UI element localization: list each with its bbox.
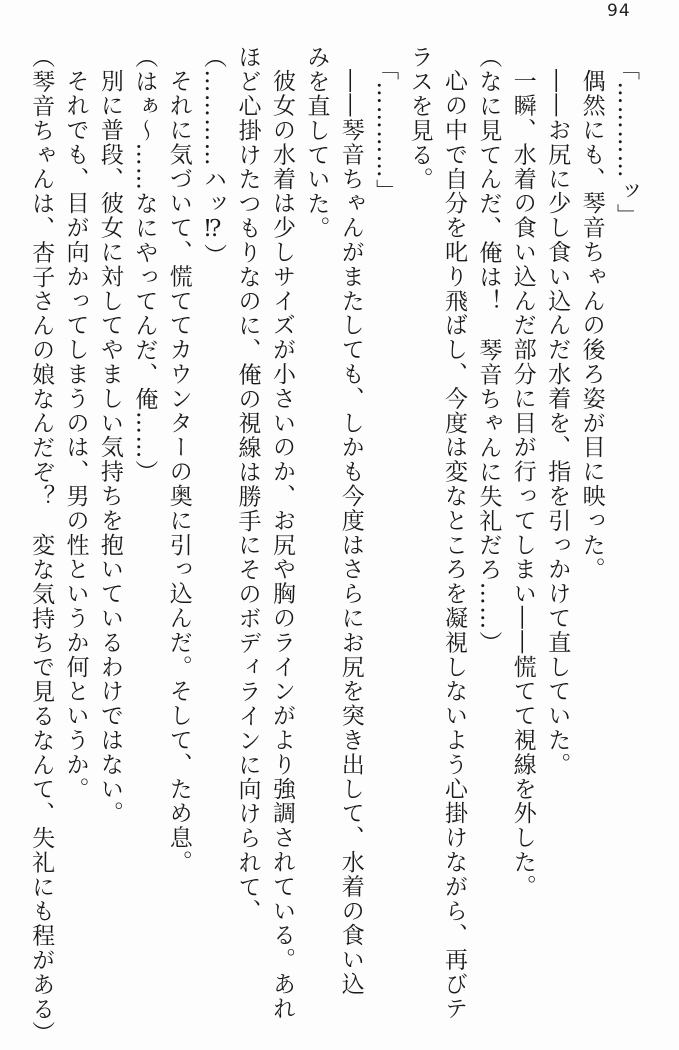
text-line: それでも、目が向かってしまうのは、男の性というか何というか。: [62, 69, 89, 801]
text-line: 偶然にも、琴音ちゃんの後ろ姿が目に映った。: [578, 69, 605, 582]
text-line: ――琴音ちゃんがまたしても、しかも今度はさらにお尻を突き出して、水着の食い込: [337, 69, 364, 997]
text-line: （なに見てんだ、俺は！ 琴音ちゃんに失礼だろ……）: [475, 45, 502, 655]
text-line: 心の中で自分を叱り飛ばし、今度は変なところを凝視しないよう心掛けながら、再びテ: [440, 69, 467, 1021]
text-line: それに気づいて、慌ててカウンターの奥に引っ込んだ。そして、ため息。: [165, 69, 192, 875]
text-line: 「…………ッ」: [613, 57, 639, 228]
text-line: 別に普段、彼女に対してやましい気持ちを抱いているわけではない。: [96, 69, 123, 826]
vertical-text-body: [22, 45, 643, 1049]
text-line: 一瞬、水着の食い込んだ部分に目が行ってしまい――慌てて視線を外した。: [509, 69, 536, 899]
page-number: 94: [607, 1, 631, 21]
text-line: ラスを見る。: [406, 45, 433, 192]
text-line: 彼女の水着は少しサイズが小さいのか、お尻や胸のラインがより強調されている。あれ: [268, 69, 295, 1021]
text-line: みを直していた。: [303, 45, 330, 241]
text-line: （はぁ～……なにやってんだ、俺……）: [131, 45, 158, 485]
text-line: （琴音ちゃんは、杏子さんの娘なんだぞ？ 変な気持ちで見るなんて、失礼にも程がある）: [28, 45, 55, 1046]
text-line: 「…………」: [372, 57, 399, 204]
text-line: （…………ハッ⁉）: [200, 45, 227, 268]
text-line: ――お尻に少し食い込んだ水着を、指を引っかけて直していた。: [544, 69, 571, 777]
text-line: ほど心掛けたつもりなのに、俺の視線は勝手にそのボディラインに向けられて、: [234, 45, 261, 924]
